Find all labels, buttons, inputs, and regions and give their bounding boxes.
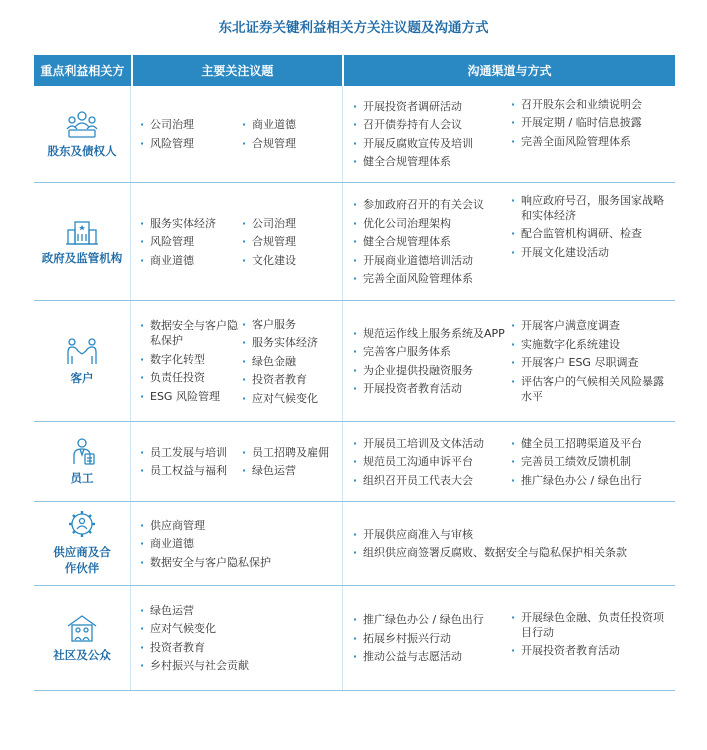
list-item: · 完善全面风险管理体系 bbox=[351, 271, 509, 286]
list-item: · 规范运作线上服务系统及APP bbox=[351, 326, 509, 341]
stakeholder-label: 股东及债权人 bbox=[47, 143, 117, 158]
list-item: · 开展反腐败宣传及培训 bbox=[351, 136, 509, 151]
stakeholder-cell bbox=[34, 422, 131, 501]
header-topics: 主要关注议题 bbox=[133, 55, 342, 86]
list-item: · 开展投资者调研活动 bbox=[351, 99, 509, 114]
list-item: · 绿色运营 bbox=[138, 603, 249, 618]
topics-cell bbox=[131, 422, 343, 501]
list-item: · 数字化转型 bbox=[138, 352, 240, 367]
community-house-icon bbox=[65, 613, 99, 643]
gear-partner-icon bbox=[65, 510, 99, 540]
list-item: · 公司治理 bbox=[240, 216, 340, 231]
list-item: · 开展客户满意度调查 bbox=[509, 318, 669, 333]
stakeholder-cell bbox=[34, 183, 131, 300]
list-item: · 拓展乡村振兴行动 bbox=[351, 631, 509, 646]
list-item: · 商业道德 bbox=[138, 536, 271, 551]
list-item: · 绿色运营 bbox=[240, 463, 340, 478]
stakeholder-table bbox=[34, 55, 675, 691]
list-item: · 服务实体经济 bbox=[240, 335, 340, 350]
list-item: · 数据安全与客户隐私保护 bbox=[138, 318, 240, 348]
list-item: · 推动公益与志愿活动 bbox=[351, 649, 509, 664]
list-item: · 开展绿色金融、负责任投资项目行动 bbox=[509, 610, 669, 640]
list-item: · 合规管理 bbox=[240, 136, 340, 151]
list-item: · ESG 风险管理 bbox=[138, 389, 240, 404]
list-item: · 乡村振兴与社会贡献 bbox=[138, 658, 249, 673]
list-item: · 为企业提供投融资服务 bbox=[351, 363, 509, 378]
list-item: · 风险管理 bbox=[138, 136, 240, 151]
list-item: · 配合监管机构调研、检查 bbox=[509, 226, 669, 241]
handshake-icon bbox=[65, 336, 99, 366]
stakeholder-cell bbox=[34, 86, 131, 182]
list-item: · 组织供应商签署反腐败、数据安全与隐私保护相关条款 bbox=[351, 545, 671, 560]
list-item: · 文化建设 bbox=[240, 253, 340, 268]
list-item: · 开展供应商准入与审核 bbox=[351, 527, 671, 542]
table-row bbox=[34, 502, 675, 586]
stakeholder-label: 员工 bbox=[70, 471, 94, 486]
channels-cell bbox=[343, 586, 675, 690]
stakeholder-label: 供应商及合作伙伴 bbox=[53, 545, 111, 575]
stakeholder-cell bbox=[34, 502, 131, 585]
list-item: · 数据安全与客户隐私保护 bbox=[138, 555, 271, 570]
list-item: · 公司治理 bbox=[138, 117, 240, 132]
list-item: · 合规管理 bbox=[240, 234, 340, 249]
list-item: · 开展投资者教育活动 bbox=[509, 643, 669, 658]
employee-icon bbox=[65, 436, 99, 466]
list-item: · 开展定期 / 临时信息披露 bbox=[509, 115, 669, 130]
table-row bbox=[34, 183, 675, 301]
government-building-icon bbox=[65, 216, 99, 246]
shareholders-icon bbox=[65, 109, 99, 139]
list-item: · 应对气候变化 bbox=[138, 621, 249, 636]
channels-cell bbox=[343, 183, 675, 300]
topics-cell bbox=[131, 183, 343, 300]
list-item: · 完善客户服务体系 bbox=[351, 344, 509, 359]
list-item: · 投资者教育 bbox=[138, 640, 249, 655]
list-item: · 服务实体经济 bbox=[138, 216, 240, 231]
list-item: · 实施数字化系统建设 bbox=[509, 337, 669, 352]
header-stakeholder: 重点利益相关方 bbox=[34, 55, 131, 86]
list-item: · 投资者教育 bbox=[240, 372, 340, 387]
list-item: · 负责任投资 bbox=[138, 370, 240, 385]
list-item: · 员工权益与福利 bbox=[138, 463, 240, 478]
list-item: · 响应政府号召，服务国家战略和实体经济 bbox=[509, 193, 669, 223]
topics-cell bbox=[131, 86, 343, 182]
list-item: · 推广绿色办公 / 绿色出行 bbox=[509, 473, 669, 488]
channels-cell bbox=[343, 86, 675, 182]
list-item: · 参加政府召开的有关会议 bbox=[351, 197, 509, 212]
list-item: · 开展文化建设活动 bbox=[509, 245, 669, 260]
table-row bbox=[34, 586, 675, 691]
list-item: · 开展员工培训及文体活动 bbox=[351, 436, 509, 451]
list-item: · 开展商业道德培训活动 bbox=[351, 253, 509, 268]
stakeholder-label: 社区及公众 bbox=[53, 647, 111, 662]
table-row bbox=[34, 86, 675, 183]
list-item: · 客户服务 bbox=[240, 317, 340, 332]
topics-cell bbox=[131, 586, 343, 690]
list-item: · 健全合规管理体系 bbox=[351, 234, 509, 249]
channels-cell bbox=[343, 422, 675, 501]
list-item: · 应对气候变化 bbox=[240, 391, 340, 406]
list-item: · 规范员工沟通申诉平台 bbox=[351, 454, 509, 469]
list-item: · 开展客户 ESG 尽职调查 bbox=[509, 355, 669, 370]
list-item: · 供应商管理 bbox=[138, 518, 271, 533]
channels-cell bbox=[343, 301, 675, 421]
topics-cell bbox=[131, 301, 343, 421]
list-item: · 绿色金融 bbox=[240, 354, 340, 369]
list-item: · 商业道德 bbox=[240, 117, 340, 132]
list-item: · 推广绿色办公 / 绿色出行 bbox=[351, 612, 509, 627]
channels-cell bbox=[343, 502, 675, 585]
stakeholder-cell bbox=[34, 301, 131, 421]
list-item: · 开展投资者教育活动 bbox=[351, 381, 509, 396]
list-item: · 优化公司治理架构 bbox=[351, 216, 509, 231]
list-item: · 完善全面风险管理体系 bbox=[509, 134, 669, 149]
list-item: · 完善员工绩效反馈机制 bbox=[509, 454, 669, 469]
list-item: · 组织召开员工代表大会 bbox=[351, 473, 509, 488]
list-item: · 风险管理 bbox=[138, 234, 240, 249]
page-title: 东北证券关键利益相关方关注议题及沟通方式 bbox=[218, 20, 489, 36]
list-item: · 商业道德 bbox=[138, 253, 240, 268]
list-item: · 召开股东会和业绩说明会 bbox=[509, 97, 669, 112]
table-row bbox=[34, 301, 675, 422]
list-item: · 健全员工招聘渠道及平台 bbox=[509, 436, 669, 451]
list-item: · 员工招聘及雇佣 bbox=[240, 445, 340, 460]
table-row bbox=[34, 422, 675, 502]
topics-cell bbox=[131, 502, 343, 585]
list-item: · 召开债券持有人会议 bbox=[351, 117, 509, 132]
table-header bbox=[34, 55, 675, 86]
list-item: · 员工发展与培训 bbox=[138, 445, 240, 460]
stakeholder-label: 客户 bbox=[70, 370, 94, 385]
header-channels: 沟通渠道与方式 bbox=[344, 55, 675, 86]
stakeholder-cell bbox=[34, 586, 131, 690]
stakeholder-label: 政府及监管机构 bbox=[41, 251, 123, 266]
list-item: · 健全合规管理体系 bbox=[351, 154, 509, 169]
list-item: · 评估客户的气候相关风险暴露水平 bbox=[509, 374, 669, 404]
